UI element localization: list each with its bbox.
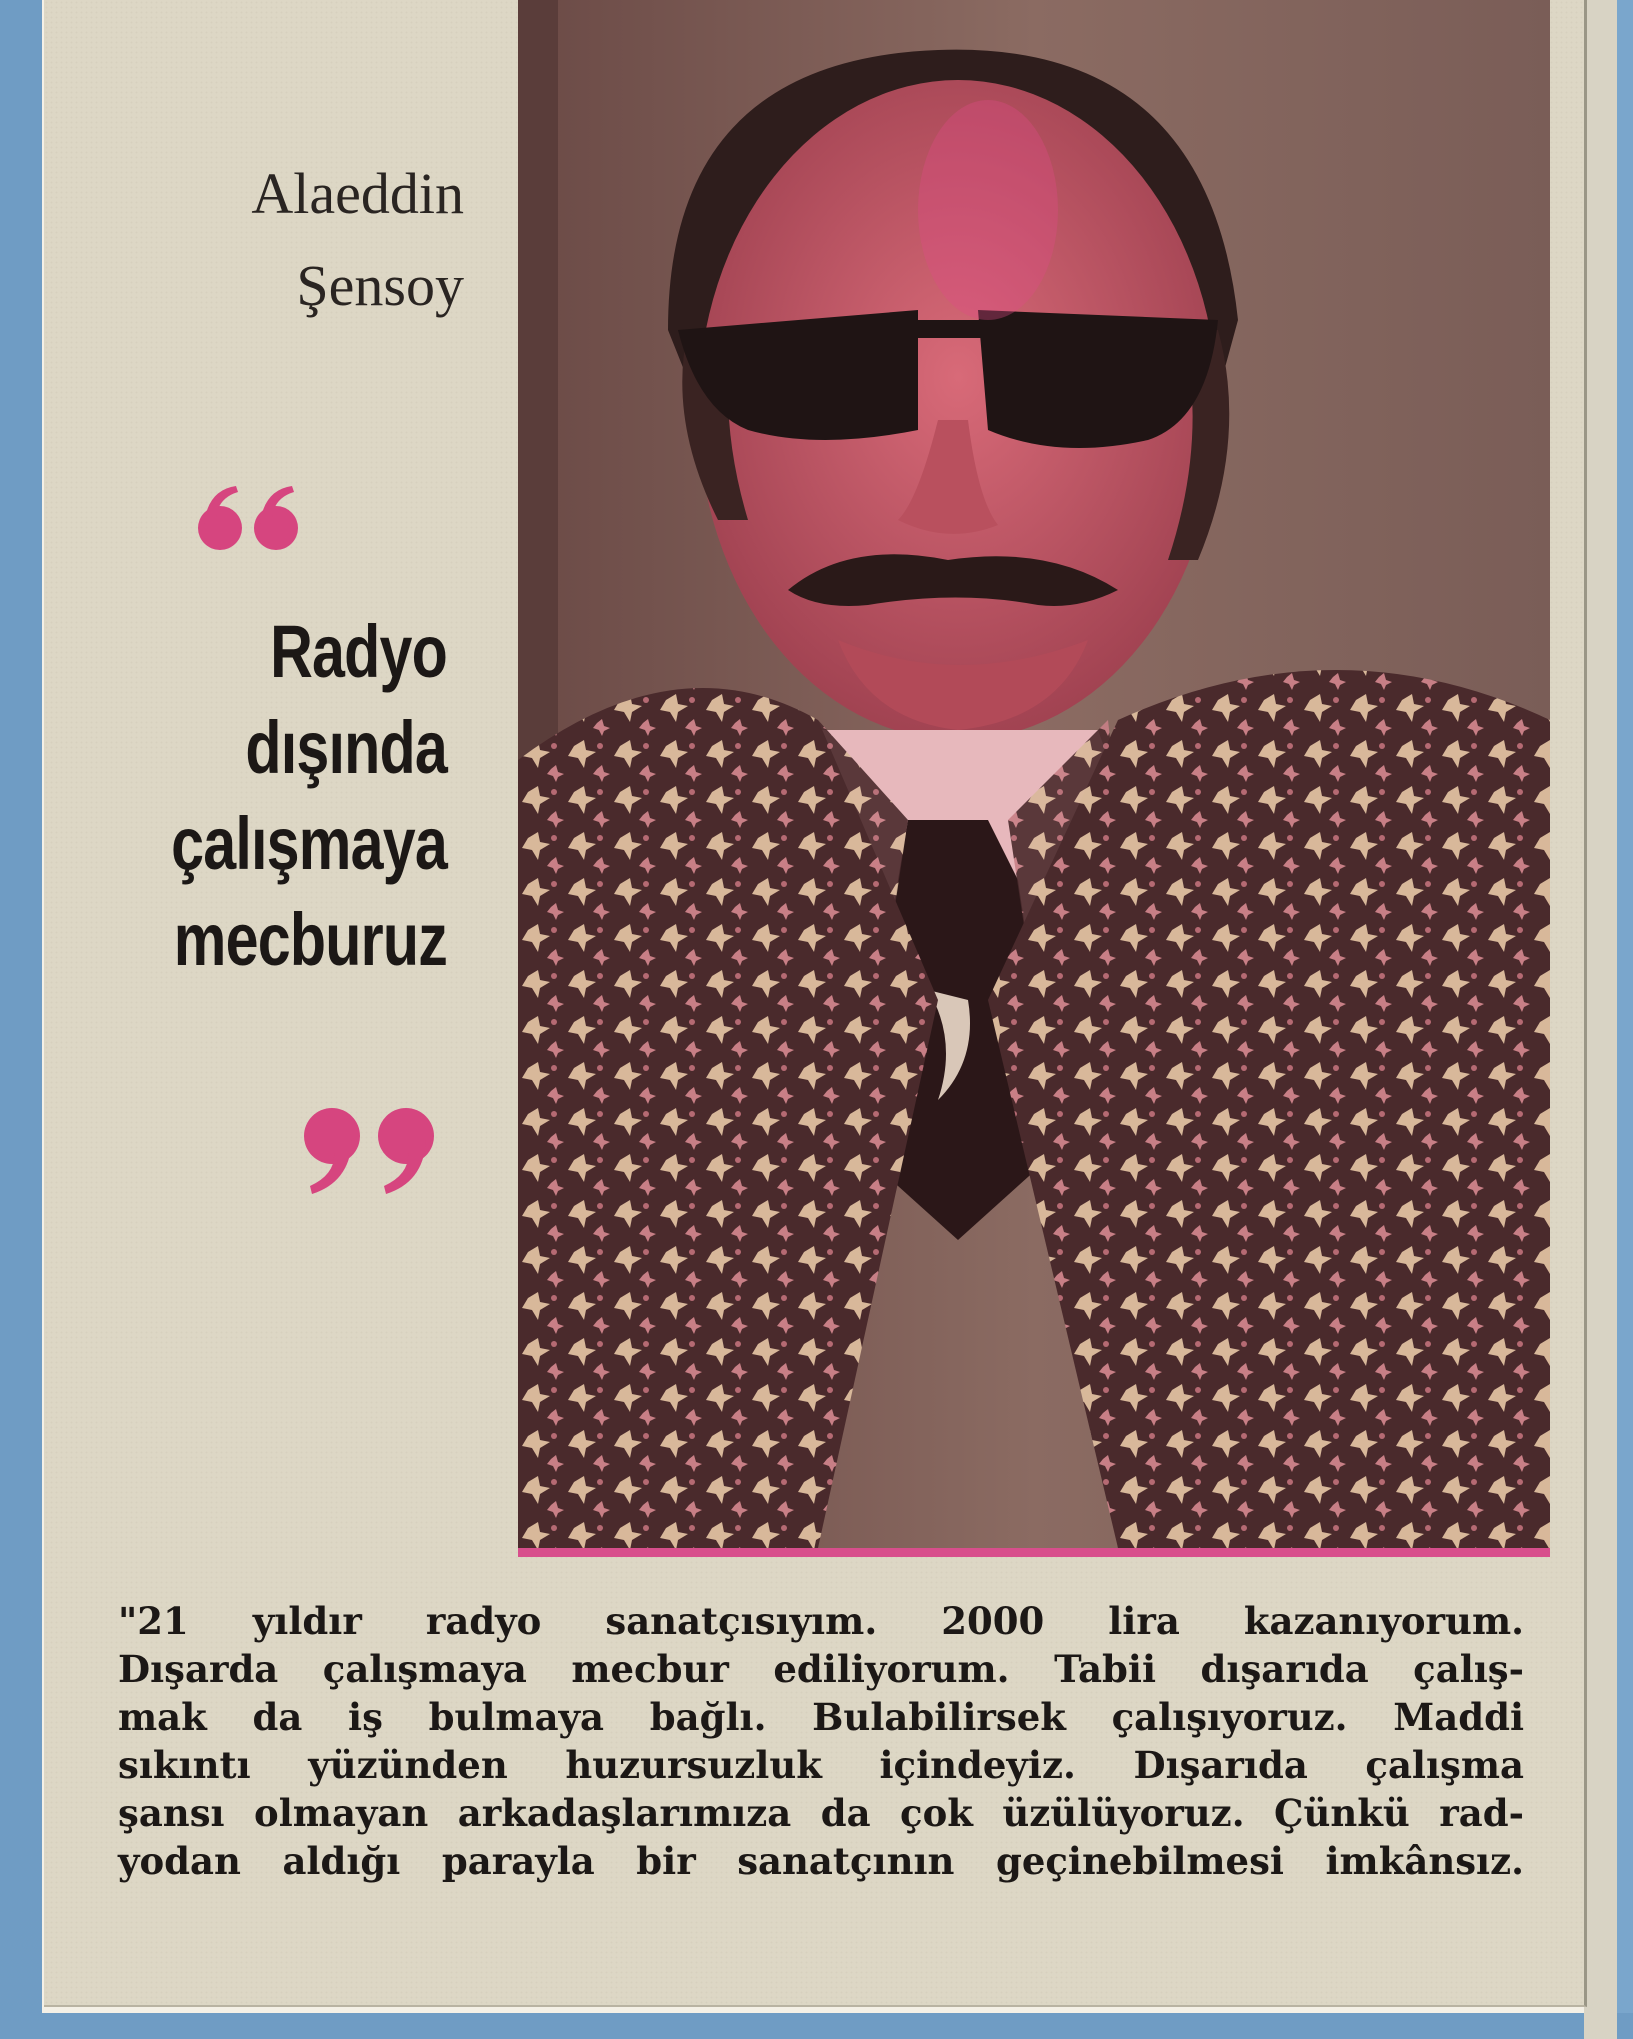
headline-line: Radyo — [270, 610, 447, 693]
scan-background-bottom — [0, 2013, 1633, 2039]
adjacent-clipping-strip — [1584, 0, 1617, 2039]
body-line: mak da iş bulmaya bağlı. Bulabilirsek çalışıyoruz. Maddi — [118, 1695, 1524, 1739]
body-line: yodan aldığı parayla bir sanatçının geçinebilmesi imkânsız. — [118, 1839, 1524, 1883]
headline-line: mecburuz — [173, 898, 448, 981]
portrait-photo — [518, 0, 1550, 1557]
body-line: "21 yıldır radyo sanatçısıyım. 2000 lira kazanıyorum. — [118, 1599, 1524, 1643]
open-quote-icon — [196, 484, 306, 554]
body-line: Dışarda çalışmaya mecbur ediliyorum. Tabii dışarıda çalış- — [118, 1647, 1524, 1691]
byline-last-name: Şensoy — [296, 253, 464, 318]
byline — [100, 148, 464, 332]
headline — [161, 604, 447, 988]
scan-background-left — [0, 0, 42, 2039]
byline-first-name: Alaeddin — [251, 161, 464, 226]
article-body — [118, 1597, 1524, 1885]
close-quote-icon — [300, 1104, 450, 1199]
headline-line: dışında — [245, 706, 447, 789]
body-line: şansı olmayan arkadaşlarımıza da çok üzülüyoruz. Çünkü rad- — [118, 1791, 1524, 1835]
headline-line: çalışmaya — [171, 802, 447, 885]
body-line: sıkıntı yüzünden huzursuzluk içindeyiz. Dışarıda çalışma — [118, 1743, 1524, 1787]
scan-background-right — [1617, 0, 1633, 2039]
